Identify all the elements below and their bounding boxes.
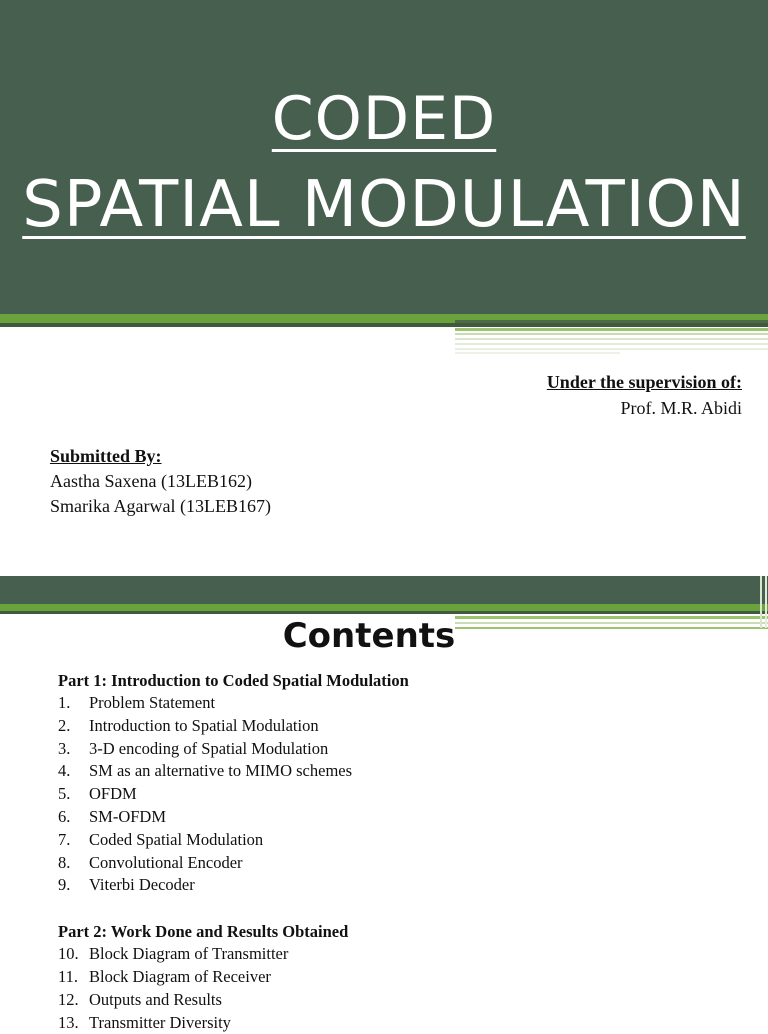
slide-title-line-2: SPATIAL MODULATION [22,168,746,242]
part-2-heading: Part 2: Work Done and Results Obtained [58,922,349,942]
list-item [58,852,738,875]
student-1: Aastha Saxena (13LEB162) [50,471,252,491]
item-label: Convolutional Encoder [89,852,243,872]
list-item [58,874,738,897]
title-banner [0,0,768,314]
supervision-label: Under the supervision of: [546,372,742,392]
list-item [58,1012,738,1034]
part-1-heading: Part 1: Introduction to Coded Spatial Modulation [58,671,409,690]
item-label: Problem Statement [89,693,216,712]
item-label: Block Diagram of Receiver [89,966,271,986]
list-item [58,943,738,966]
item-number: 12. [58,989,79,1009]
item-number: 6. [58,806,71,826]
item-number: 9. [58,875,71,895]
list-item [58,966,738,989]
submitted-block [50,444,271,519]
slide-title-line-1: CODED [271,84,497,154]
submitted-label: Submitted By: [50,446,162,466]
list-item [58,783,738,806]
item-label: SM as an alternative to MIMO schemes [89,761,353,781]
item-number: 7. [58,829,71,849]
item-label: OFDM [89,784,137,804]
contents-title: Contents [282,616,456,656]
list-item [58,760,738,783]
item-label: Introduction to Spatial Modulation [89,715,319,735]
item-label: SM-OFDM [89,806,167,826]
supervisor-name: Prof. M.R. Abidi [620,398,742,418]
item-label: Coded Spatial Modulation [89,829,264,849]
list-item [58,692,738,715]
list-item [58,738,738,761]
item-number: 3. [58,738,71,758]
item-label: Block Diagram of Transmitter [89,944,289,964]
item-label: Outputs and Results [89,989,222,1009]
item-number: 8. [58,852,71,872]
item-number: 10. [58,944,79,964]
contents-slide [0,576,768,1032]
list-item [58,806,738,829]
contents-banner [0,576,768,604]
table-of-contents [58,669,738,1034]
item-number: 2. [58,715,71,735]
item-number: 4. [58,761,71,781]
item-number: 13. [58,1012,79,1032]
item-label: Viterbi Decoder [89,875,195,895]
item-label: Transmitter Diversity [89,1012,231,1032]
list-item [58,989,738,1012]
item-label: 3-D encoding of Spatial Modulation [89,738,329,758]
list-item [58,715,738,738]
item-number: 11. [58,966,79,986]
item-number: 5. [58,784,71,804]
item-number: 1. [58,693,71,712]
student-2: Smarika Agarwal (13LEB167) [50,496,271,516]
supervision-block [547,369,742,421]
list-item [58,829,738,852]
